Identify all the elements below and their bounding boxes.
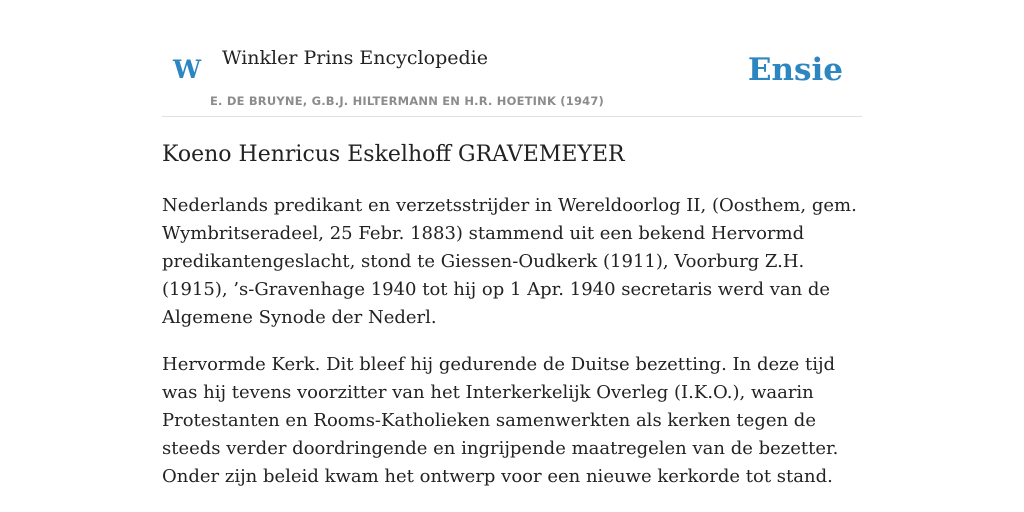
publication-title[interactable]: Winkler Prins Encyclopedie [222,47,488,69]
article-paragraph: Hervormde Kerk. Dit bleef hij gedurende de Duitse bezetting. In deze tijd was hij tevens voorzitter van het Interkerkelijk Overleg (I.K.O.), waarin Protestanten en Rooms-Katholieken samenwerkten als kerken tegen de steeds verder doordringende en ingrijpende maatregelen van de bezetter. Onder zijn beleid kwam het ontwerp voor een nieuwe kerkorde tot stand. [162,354,839,487]
publication-authors: E. DE BRUYNE, G.B.J. HILTERMANN EN H.R. HOETINK (1947) [210,94,605,108]
article-title: Koeno Henricus Eskelhoff GRAVEMEYER [162,142,625,167]
header [162,0,862,117]
article-paragraph: Nederlands predikant en verzetsstrijder in Wereldoorlog II, (Oosthem, gem. Wymbritseradeel, 25 Febr. 1883) stammend uit een bekend Hervormd predikantengeslacht, stond te Giessen-Oudkerk (1911), Voorburg Z.H. (1915), ’s-Gravenhage 1940 tot hij op 1 Apr. 1940 secretaris werd van de Algemene Synode der Nederl. [162,195,857,328]
ensie-brand-link[interactable]: Ensie [747,52,843,88]
publication-logo[interactable]: W [173,55,202,84]
